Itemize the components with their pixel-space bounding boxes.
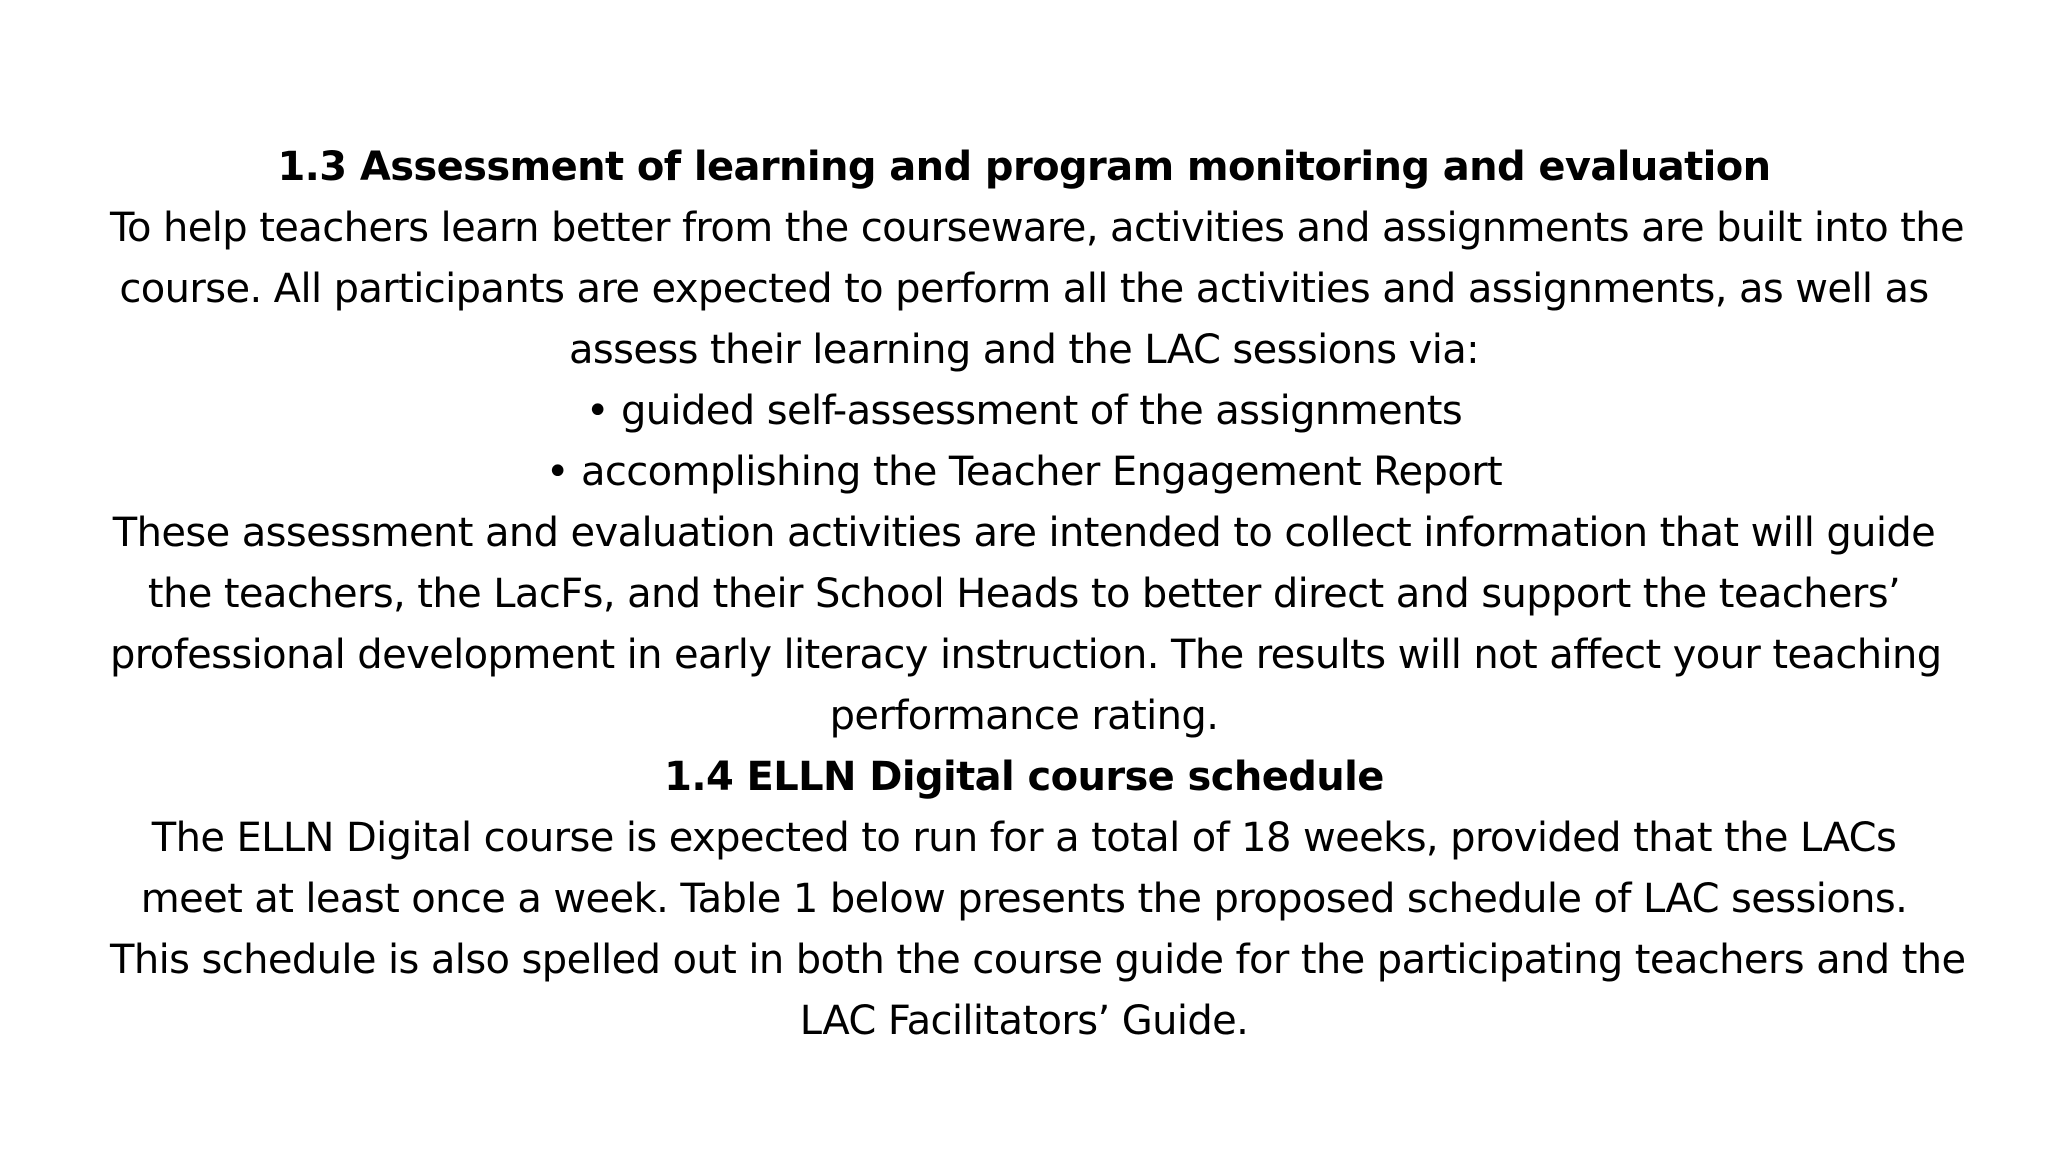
bullet-item-engagement-report: • accomplishing the Teacher Engagement Report <box>545 449 1503 495</box>
section-1-3-intro-line: assess their learning and the LAC sessions via: <box>568 327 1480 373</box>
section-1-3-intro-line: course. All participants are expected to perform all the activities and assignments, as well as <box>119 266 1929 312</box>
bullet-item-self-assessment: • guided self-assessment of the assignments <box>585 388 1463 434</box>
section-1-3-intro-line: To help teachers learn better from the courseware, activities and assignments are built into the <box>110 205 1965 251</box>
page-content <box>110 137 1966 1052</box>
section-1-3-closing-line: These assessment and evaluation activities are intended to collect information that will guide <box>112 510 1936 556</box>
section-1-3-closing-line: performance rating. <box>829 693 1219 739</box>
section-1-4-body-line: The ELLN Digital course is expected to run for a total of 18 weeks, provided that the LACs <box>151 815 1897 861</box>
section-1-4-body-line: This schedule is also spelled out in both the course guide for the participating teachers and the <box>110 937 1966 983</box>
section-1-3-closing-line: professional development in early literacy instruction. The results will not affect your teaching <box>110 632 1942 678</box>
section-1-4-heading: 1.4 ELLN Digital course schedule <box>664 754 1384 800</box>
section-1-4-body-line: LAC Facilitators’ Guide. <box>799 998 1249 1044</box>
section-1-3-closing-line: the teachers, the LacFs, and their School Heads to better direct and support the teachers’ <box>147 571 1901 617</box>
section-1-4-body-line: meet at least once a week. Table 1 below presents the proposed schedule of LAC sessions. <box>140 876 1908 922</box>
section-1-3-heading: 1.3 Assessment of learning and program monitoring and evaluation <box>277 144 1771 190</box>
